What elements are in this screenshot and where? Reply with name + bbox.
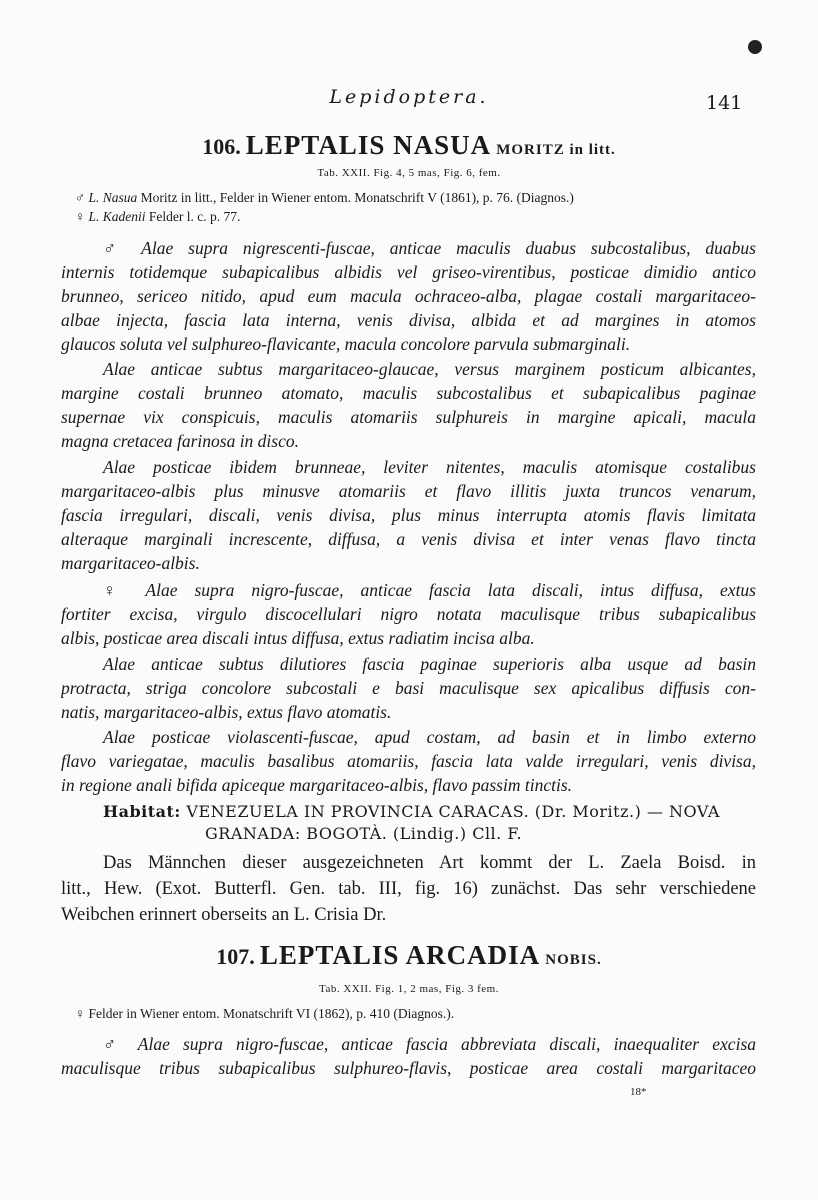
description-male-fore-under: [61, 357, 756, 453]
text-line: alteraque marginali increscente, diffusa, a venis divisa et inter venas flavo tincta: [61, 529, 756, 549]
habitat: [103, 801, 753, 845]
sex-sign: ♂: [75, 190, 86, 205]
german-commentary: [61, 850, 756, 928]
genus: L.: [88, 209, 100, 224]
text-line: flavo variegatae, maculis basalibus atomariis, fascia lata valde irregulari, venis divisa,: [61, 751, 756, 771]
species-name: LEPTALIS ARCADIA: [259, 940, 541, 970]
text-line: Alae posticae ibidem brunneae, leviter nitentes, maculis atomisque costalibus: [103, 457, 756, 477]
species-epithet: Nasua: [102, 190, 138, 205]
text-line: brunneo, sericeo nitido, apud eum macula ochraceo-alba, plagae costali margaritaceo-: [61, 286, 756, 306]
plate-reference: Tab. XXII. Fig. 1, 2 mas, Fig. 3 fem.: [319, 983, 499, 995]
species-number: 107.: [216, 944, 255, 969]
text-line: in regione anali bifida apiceque margaritaceo-albis, flavo passim tinctis.: [61, 775, 573, 795]
text-line: ♂ Alae supra nigrescenti-fuscae, anticae maculis duabus subcostalibus, duabus: [103, 238, 756, 258]
text-line: Alae anticae subtus dilutiores fascia paginae superioris alba usque ad basin: [103, 654, 756, 674]
text-line: internis totidemque subapicalibus albidis vel griseo-virentibus, posticae dimidio antico: [61, 262, 756, 282]
species-heading-107: [0, 940, 818, 971]
synonymy-line: [75, 1006, 454, 1022]
text-line: protracta, striga concolore subcostali e basi maculisque sex apicalibus diffusis con-: [61, 678, 756, 698]
description-female-upper: [61, 578, 756, 650]
text-line: albae injecta, fascia lata interna, venis divisa, albida et ad margines in atomos: [61, 310, 756, 330]
genus: L.: [88, 190, 100, 205]
synonymy-line: [75, 190, 574, 206]
species-heading-106: [0, 130, 818, 161]
text-line: albis, posticae area discali intus diffusa, extus radiatim incisa alba.: [61, 628, 535, 648]
species-number: 106.: [202, 134, 241, 159]
citation: Moritz in litt., Felder in Wiener entom. Monatschrift V (1861), p. 76. (Diagnos.): [140, 190, 574, 205]
text-line: margine costali brunneo atomato, maculis subcostalibus et subapicalibus paginae: [61, 383, 756, 403]
text-line: maculisque tribus subapicalibus sulphureo-flavis, posticae area costali margaritaceo: [61, 1058, 756, 1078]
text-line: fascia irregulari, discali, venis divisa, plus minus interrupta atomis flavis limitata: [61, 505, 756, 525]
description-male-upper-107: [61, 1032, 756, 1080]
text-line: Das Männchen dieser ausgezeichneten Art kommt der L. Zaela Boisd. in: [103, 853, 756, 873]
habitat-text: VENEZUELA IN PROVINCIA CARACAS. (Dr. Moritz.) — NOVA: [186, 802, 720, 821]
habitat-line: [103, 801, 753, 823]
citation: Felder in Wiener entom. Monatschrift VI (1862), p. 410 (Diagnos.).: [88, 1006, 455, 1021]
sex-sign: ♀: [75, 209, 86, 224]
sex-sign: ♀: [75, 1006, 86, 1021]
species-authority: NOBIS.: [545, 952, 602, 968]
citation: Felder l. c. p. 77.: [148, 209, 241, 224]
habitat-line: GRANADA: BOGOTÀ. (Lindig.) Cll. F.: [205, 824, 523, 843]
text-line: ♂ Alae supra nigro-fuscae, anticae fascia abbreviata discali, inaequaliter excisa: [103, 1034, 756, 1054]
description-male-upper: [61, 236, 756, 356]
species-name: LEPTALIS NASUA: [245, 130, 492, 160]
ink-spot: [746, 38, 764, 56]
habitat-label: Habitat:: [103, 802, 181, 821]
description-female-fore-under: [61, 652, 756, 724]
text-line: litt., Hew. (Exot. Butterfl. Gen. tab. III, fig. 16) zunächst. Das sehr verschiedene: [61, 879, 756, 899]
text-line: ♀ Alae supra nigro-fuscae, anticae fascia lata discali, intus diffusa, extus: [103, 580, 756, 600]
text-line: Weibchen erinnert oberseits an L. Crisia Dr.: [61, 905, 387, 925]
description-female-hind-under: [61, 725, 756, 797]
text-line: fortiter excisa, virgulo discocellulari nigro notata maculisque tribus subapicalibus: [61, 604, 756, 624]
text-line: Alae posticae violascenti-fuscae, apud costam, ad basin et in limbo externo: [103, 727, 756, 747]
text-line: margaritaceo-albis plus minusve atomariis et flavo illitis juxta truncos venarum,: [61, 481, 756, 501]
text-line: glaucos soluta vel sulphureo-flavicante, macula concolore parvula submarginali.: [61, 334, 631, 354]
page-number: 141: [706, 92, 743, 114]
text-line: natis, margaritaceo-albis, extus flavo atomatis.: [61, 702, 392, 722]
synonymy-line: [75, 209, 240, 225]
text-line: margaritaceo-albis.: [61, 553, 200, 573]
running-title: Lepidoptera.: [329, 86, 489, 108]
description-male-hind-under: [61, 455, 756, 575]
species-epithet: Kadenii: [102, 209, 146, 224]
plate-reference: Tab. XXII. Fig. 4, 5 mas, Fig. 6, fem.: [317, 167, 501, 179]
signature-mark: 18*: [630, 1086, 647, 1098]
text-line: Alae anticae subtus margaritaceo-glaucae, versus marginem posticum albicantes,: [103, 359, 756, 379]
text-line: magna cretacea farinosa in disco.: [61, 431, 300, 451]
species-authority: MORITZ in litt.: [496, 142, 616, 158]
text-line: supernae vix conspicuis, maculis atomariis sulphureis in margine apicali, macula: [61, 407, 756, 427]
